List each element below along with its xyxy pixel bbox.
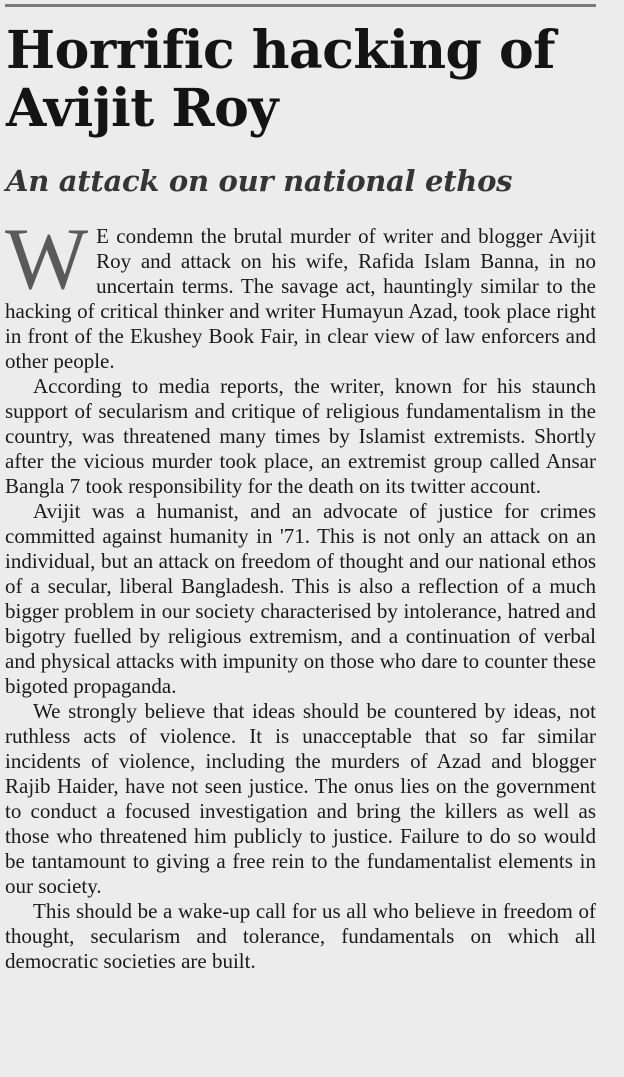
article-body [5,211,596,974]
paragraph-2: According to media reports, the writer, known for his staunch support of secularism and critique of religious fundamentalism in the country, was threatened many times by Islamist extremists. Shortly after the vicious murder took place, an extremist group called Ansar Bangla 7 took responsibility for the death on its twitter account. [5,374,596,498]
paragraph-4: We strongly believe that ideas should be countered by ideas, not ruthless acts of violence. It is unacceptable that so far similar incidents of violence, including the murders of Azad and blogger Rajib Haider, have not seen justice. The onus lies on the government to conduct a focused investigation and bring the killers as well as those who threatened him publicly to justice. Failure to do so would be tantamount to giving a free rein to the fundamentalist elements in our society. [5,699,596,898]
top-rule [5,4,596,7]
paragraph-3: Avijit was a humanist, and an advocate of justice for crimes committed against humanity in '71. This is not only an attack on an individual, but an attack on freedom of thought and our national ethos of a secular, liberal Bangladesh. This is also a reflection of a much bigger problem in our society characterised by intolerance, hatred and bigotry fuelled by religious extremism, and a continuation of verbal and physical attacks with impunity on those who dare to counter these bigoted propaganda. [5,499,596,698]
drop-cap: W [5,211,89,308]
paragraph-1-text: E condemn the brutal murder of writer and blogger Avijit Roy and attack on his wife, Rafida Islam Banna, in no uncertain terms. The savage act, hauntingly similar to the hacking of critical thinker and writer Humayun Azad, took place right in front of the Ekushey Book Fair, in clear view of law enforcers and other people. [5,224,596,373]
paragraph-1 [5,211,596,374]
paragraph-5: This should be a wake-up call for us all who believe in freedom of thought, secularism and tolerance, fundamentals on which all democratic societies are built. [5,899,596,973]
headline: Horrific hacking of Avijit Roy [6,20,556,139]
subheadline: An attack on our national ethos [6,164,513,198]
